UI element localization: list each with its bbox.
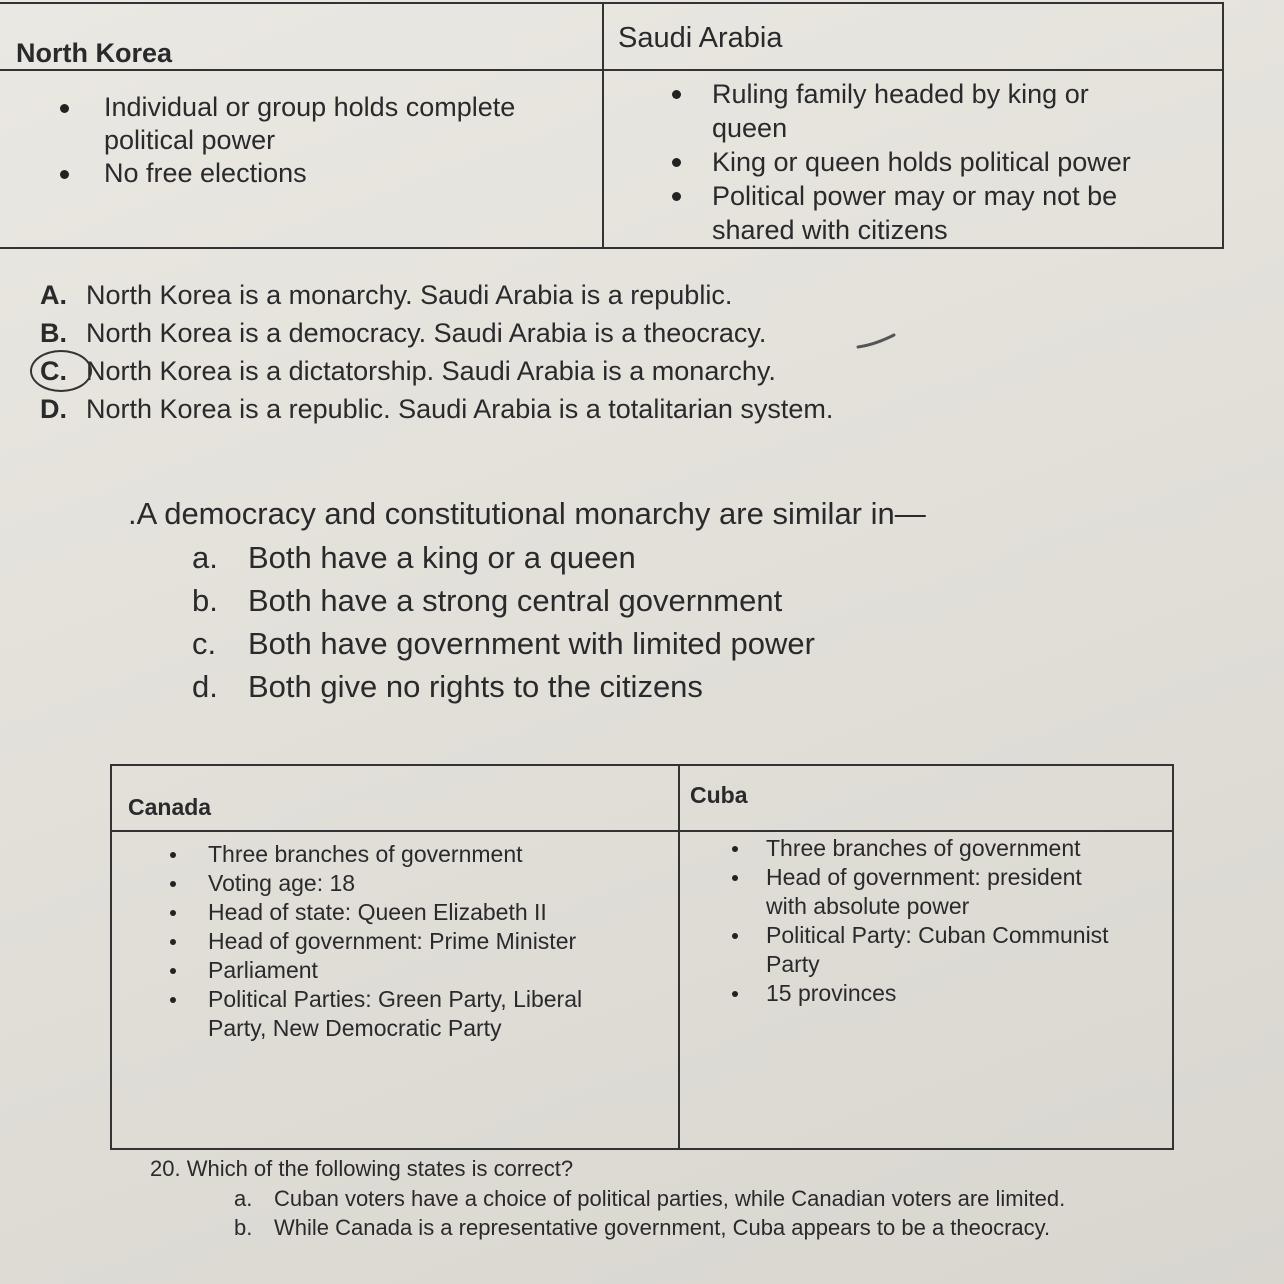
answer-option-a[interactable]: a. Cuban voters have a choice of political parties, while Canadian voters are limited. xyxy=(234,1186,1066,1211)
list-item: King or queen holds political power xyxy=(604,145,1222,179)
header-canada: Canada xyxy=(111,765,679,831)
circled-answer-mark: C. xyxy=(40,352,86,390)
answer-option-b[interactable]: b. Both have a strong central government xyxy=(192,583,783,618)
list-item: Ruling family headed by king or queen xyxy=(604,77,1142,145)
saudi-arabia-cell xyxy=(603,70,1223,248)
comparison-table-north-korea-saudi-arabia xyxy=(0,2,1224,249)
north-korea-cell xyxy=(0,70,603,248)
list-item: No free elections xyxy=(0,157,602,190)
question-2-stem: .A democracy and constitutional monarchy are similar in— xyxy=(128,496,926,531)
list-item: Head of state: Queen Elizabeth II xyxy=(112,898,678,927)
list-item: Head of government: president with absolute power xyxy=(680,863,1126,921)
answer-option-c[interactable]: C. North Korea is a dictatorship. Saudi Arabia is a monarchy. xyxy=(40,352,833,390)
answer-option-a[interactable]: a. Both have a king or a queen xyxy=(192,540,636,575)
list-item: 15 provinces xyxy=(680,979,1172,1008)
question-2 xyxy=(128,492,926,708)
comparison-table-canada-cuba xyxy=(110,764,1174,1150)
answer-option-b[interactable]: B. North Korea is a democracy. Saudi Arabia is a theocracy. xyxy=(40,318,767,348)
list-item: Political Party: Cuban Communist Party xyxy=(680,921,1156,979)
pencil-check-mark-icon xyxy=(856,333,896,351)
list-item: Parliament xyxy=(112,956,678,985)
canada-cell xyxy=(111,831,679,1149)
answer-option-b[interactable]: b. While Canada is a representative government, Cuba appears to be a theocracy. xyxy=(234,1215,1051,1240)
list-item: Voting age: 18 xyxy=(112,869,678,898)
answer-option-a[interactable]: A. North Korea is a monarchy. Saudi Arabia is a republic. xyxy=(40,280,733,310)
list-item: Individual or group holds complete political power xyxy=(0,91,574,157)
question-20 xyxy=(150,1154,1094,1242)
list-item: Political Parties: Green Party, Liberal Party, New Democratic Party xyxy=(112,985,628,1043)
answer-option-c[interactable]: c. Both have government with limited power xyxy=(192,626,815,661)
list-item: Three branches of government xyxy=(680,834,1172,863)
question-1-options xyxy=(40,276,833,428)
cuba-cell xyxy=(679,831,1173,1149)
list-item: Three branches of government xyxy=(112,840,678,869)
list-item: Political power may or may not be shared with citizens xyxy=(604,179,1182,247)
header-saudi-arabia: Saudi Arabia xyxy=(603,3,1223,70)
header-north-korea: North Korea xyxy=(0,3,603,70)
question-20-stem: 20. Which of the following states is correct? xyxy=(150,1156,574,1181)
list-item: Head of government: Prime Minister xyxy=(112,927,678,956)
header-cuba: Cuba xyxy=(679,765,1173,831)
answer-option-d[interactable]: d. Both give no rights to the citizens xyxy=(192,669,703,704)
answer-option-d[interactable]: D. North Korea is a republic. Saudi Arabia is a totalitarian system. xyxy=(40,394,834,424)
